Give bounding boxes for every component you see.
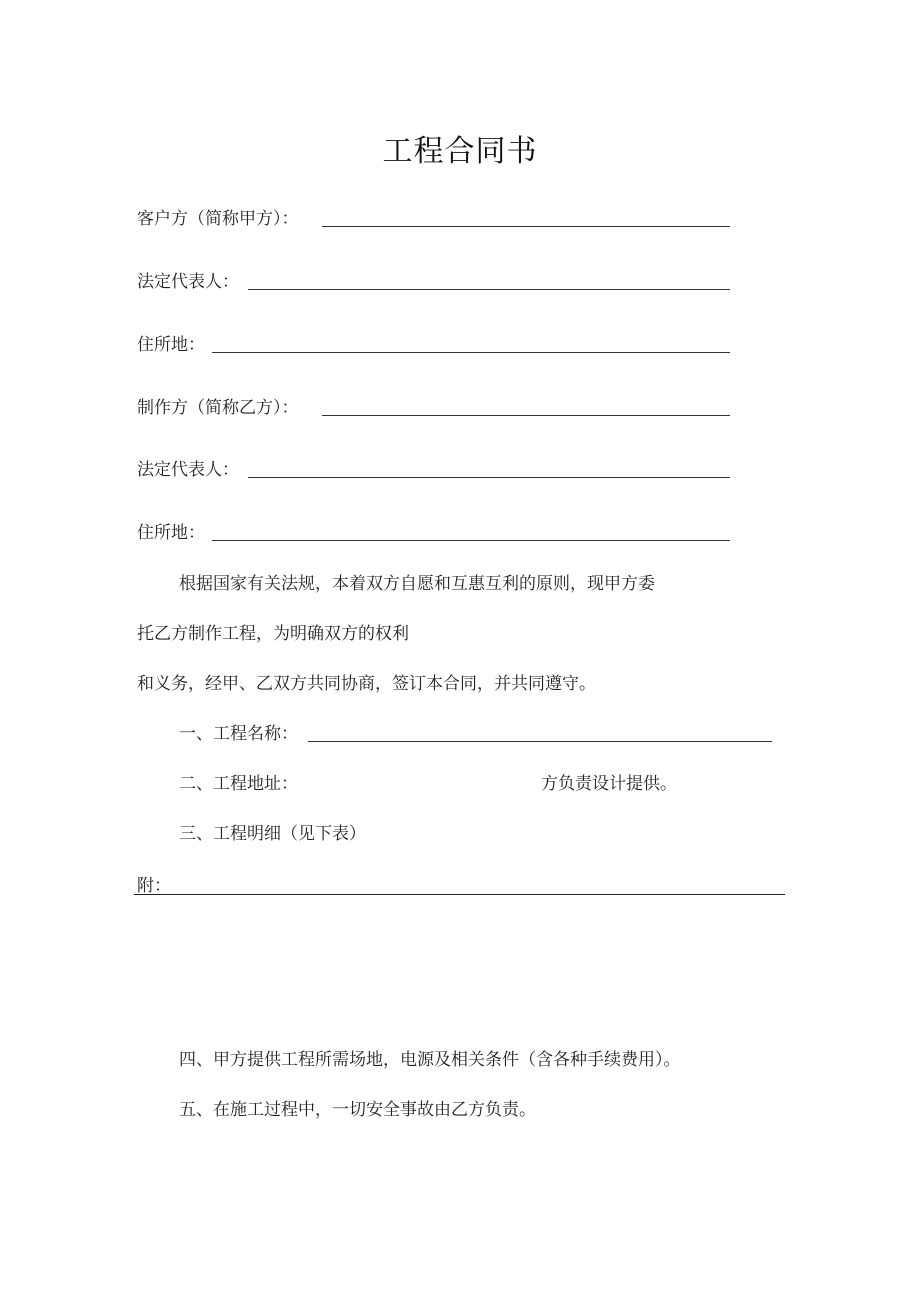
attachment-label: 附： bbox=[137, 876, 171, 896]
clause-4: 四、甲方提供工程所需场地，电源及相关条件（含各种手续费用）。 bbox=[179, 1050, 681, 1070]
project-name-blank[interactable] bbox=[308, 741, 772, 742]
client-blank[interactable] bbox=[322, 226, 730, 227]
clause-2-project-address: 二、工程地址： bbox=[179, 774, 298, 794]
maker-address-blank[interactable] bbox=[212, 540, 730, 541]
document-title: 工程合同书 bbox=[382, 134, 538, 169]
maker-blank[interactable] bbox=[322, 415, 730, 416]
clause-3-project-details: 三、工程明细（见下表） bbox=[179, 824, 366, 844]
client-rep-label: 法定代表人： bbox=[137, 272, 239, 292]
maker-rep-label: 法定代表人： bbox=[137, 460, 239, 480]
client-rep-blank[interactable] bbox=[248, 289, 730, 290]
maker-rep-blank[interactable] bbox=[248, 477, 730, 478]
preamble-line-1: 根据国家有关法规，本着双方自愿和互惠互利的原则，现甲方委 bbox=[179, 574, 655, 594]
maker-address-label: 住所地： bbox=[137, 523, 205, 543]
preamble-line-2: 托乙方制作工程，为明确双方的权利 bbox=[137, 624, 409, 644]
client-address-blank[interactable] bbox=[212, 352, 730, 353]
clause-2-tail: 方负责设计提供。 bbox=[541, 774, 677, 794]
clause-1-project-name: 一、工程名称： bbox=[179, 724, 298, 744]
maker-label: 制作方（简称乙方）： bbox=[137, 398, 299, 418]
preamble-line-3: 和义务，经甲、乙双方共同协商，签订本合同，并共同遵守。 bbox=[137, 674, 596, 694]
attachment-rule bbox=[134, 894, 785, 895]
client-address-label: 住所地： bbox=[137, 335, 205, 355]
clause-5: 五、在施工过程中，一切安全事故由乙方负责。 bbox=[179, 1100, 536, 1120]
client-label: 客户方（简称甲方）： bbox=[137, 209, 299, 229]
